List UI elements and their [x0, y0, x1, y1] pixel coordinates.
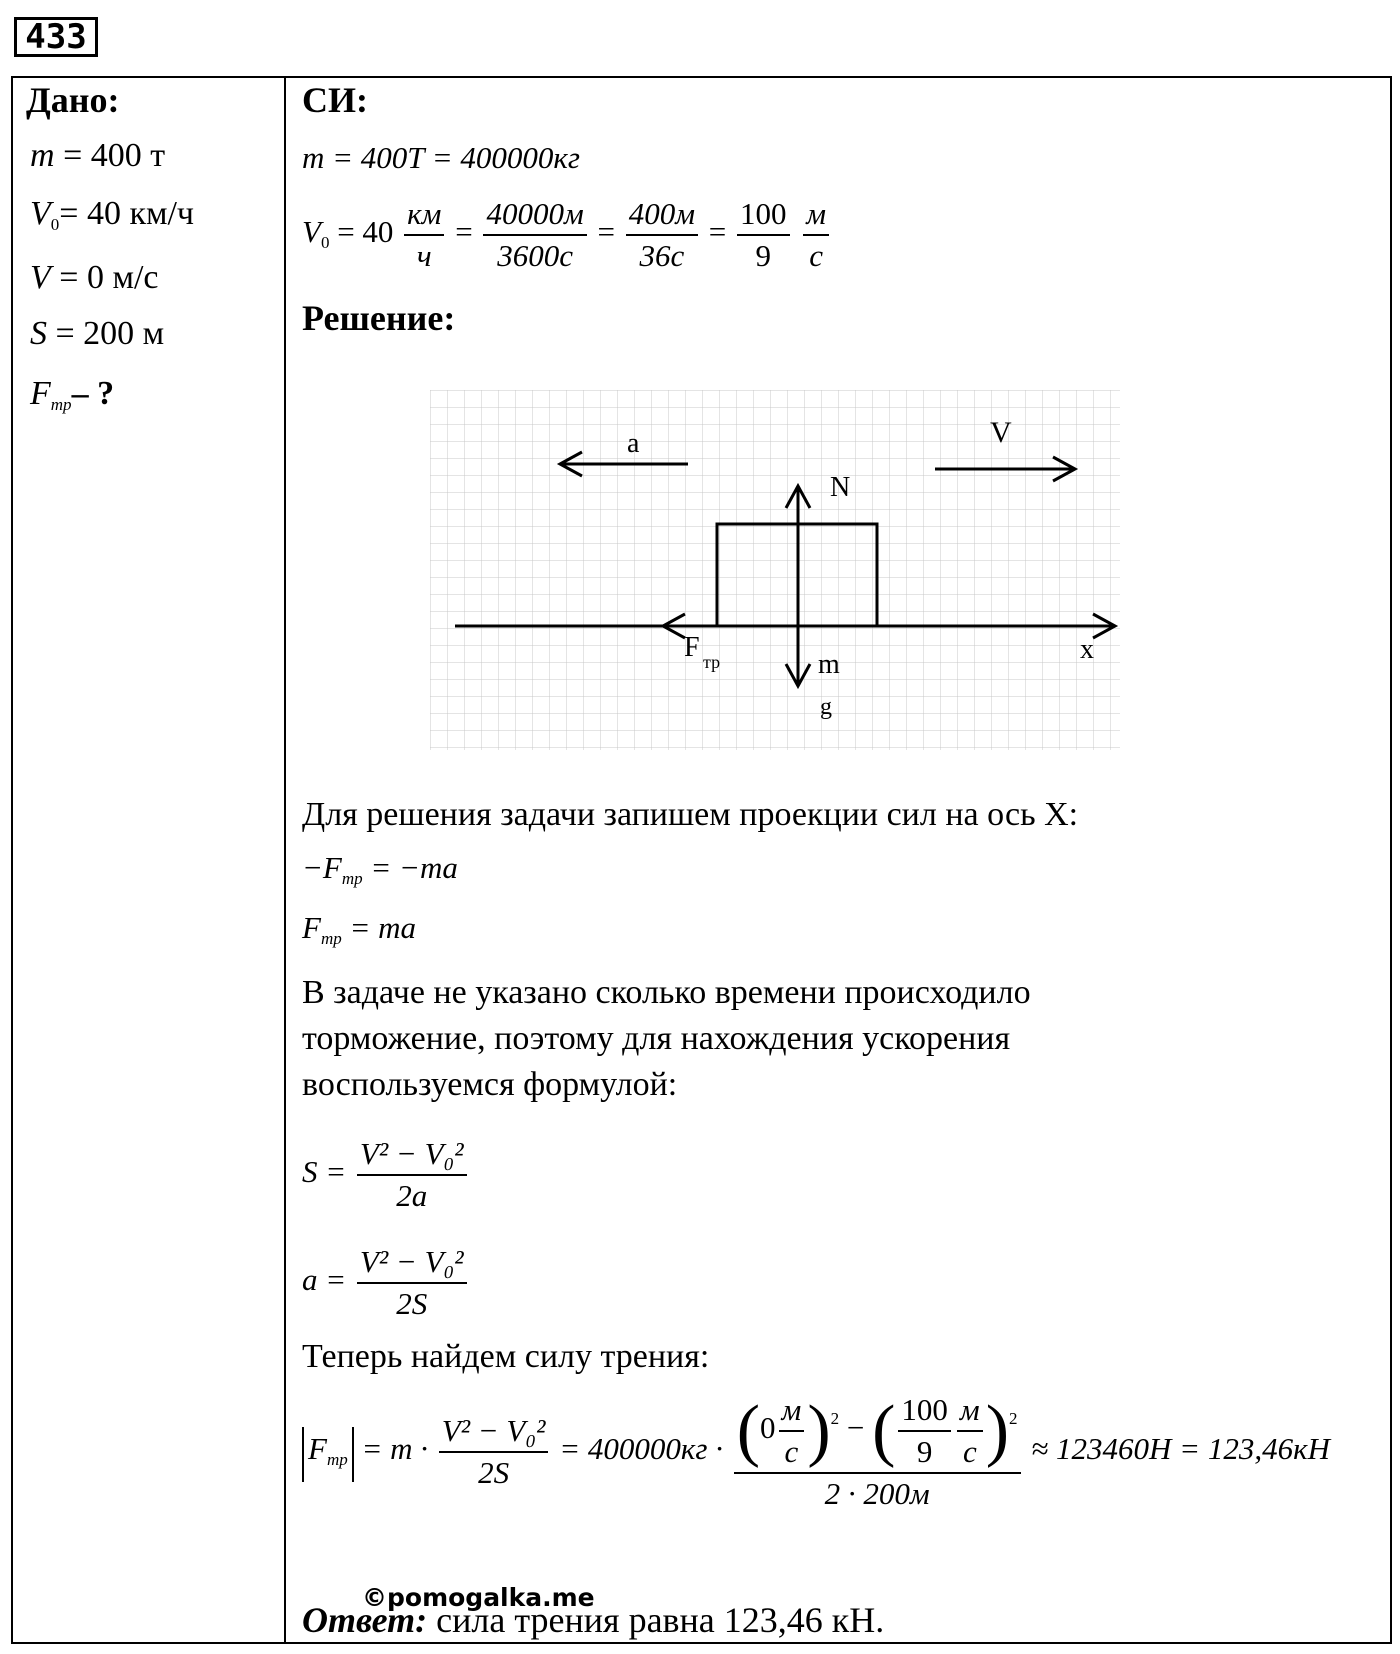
equation-distance: S = $\frac{\text{V² − V₀²}}{2a}$	[302, 1134, 470, 1216]
label-n: N	[830, 472, 851, 503]
paragraph-projection: Для решения задачи запишем проекции сил на ось X:	[302, 796, 1079, 833]
si-mass-equation: m = 400T = 400000кг	[302, 140, 581, 175]
fraction-km-per-h: $\frac{км}{ч}$	[404, 194, 444, 276]
paragraph-find-friction: Теперь найдем силу трения:	[302, 1338, 710, 1375]
solution-header: Решение:	[302, 298, 456, 338]
si-velocity-equation: $V_0 = 40$ $\frac{км}{ч}$ = $\frac{40000м}{3600с}$ = $\frac{400м}{36с}$ = $\frac{100}{9}$ $\frac{м}{с}$	[302, 194, 832, 276]
label-m: m	[818, 649, 840, 680]
equation-final-friction: $F_{тр} = m$ · $\frac{\text{V² − V₀²}}{2S}$ = 400000кг · (0 $\frac{м}{с}$ )$^2$ − ( $\frac{100}{9}$ $\frac{м}{с}$ )$^2$ 2 · 200м ≈ 123460H = 123,46кH	[302, 1390, 1330, 1514]
paragraph-explanation: В задаче не указано сколько времени происходило торможение, поэтому для нахождения ускорения воспользуемся формулой:	[302, 974, 1031, 1103]
si-header: СИ:	[302, 80, 368, 120]
equation-projection-2: $F_{тр}$ = ma	[302, 910, 417, 948]
column-divider	[284, 76, 286, 1644]
grid-background	[430, 390, 1120, 750]
given-distance: S = 200 м	[30, 315, 165, 352]
answer	[302, 1600, 884, 1640]
label-a: a	[627, 428, 640, 459]
label-x: x	[1080, 634, 1094, 665]
answer-text: сила трения равна 123,46 кН.	[427, 1600, 885, 1640]
equation-projection-1: $-F_{тр} = -ma$	[302, 850, 458, 888]
given-unknown-friction: $F_{тр}-$ ?	[30, 375, 115, 414]
label-g: g	[820, 694, 832, 720]
force-diagram	[430, 390, 1120, 770]
label-f: F	[684, 632, 700, 663]
equation-acceleration: a = $\frac{\text{V² − V₀²}}{2S}$	[302, 1242, 470, 1324]
problem-number: 433	[14, 17, 98, 57]
label-f-sub: тр	[703, 652, 721, 672]
answer-label: Ответ:	[302, 1600, 428, 1640]
label-v: V	[990, 416, 1012, 449]
given-final-velocity: V = 0 м/с	[30, 259, 159, 296]
given-initial-velocity: $V_0= 40$ км/ч	[30, 195, 195, 234]
given-mass: m = 400 т	[30, 137, 166, 174]
watermark: ©pomogalka.me	[362, 1583, 595, 1612]
given-header: Дано:	[26, 80, 120, 120]
